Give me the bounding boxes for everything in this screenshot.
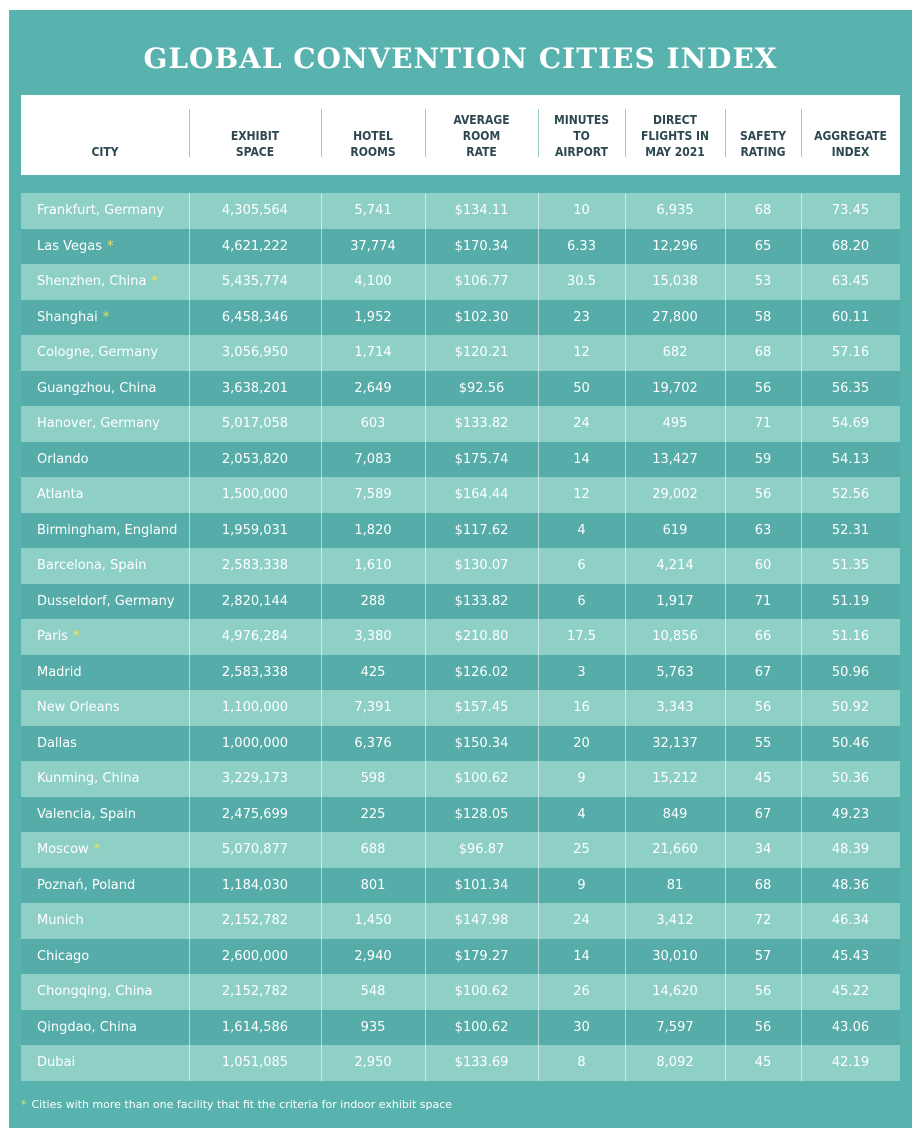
- cell-hotel-rooms: 6,376: [354, 735, 392, 751]
- cell-average-room-rate: $134.11: [454, 203, 509, 218]
- cell-aggregate-index: 54.13: [831, 451, 870, 467]
- cell-safety-rating: 68: [754, 203, 772, 218]
- cell-exhibit-space: 2,583,338: [221, 558, 289, 573]
- city-name: Frankfurt, Germany: [37, 203, 164, 218]
- cell-minutes-to-airport: 12: [573, 345, 590, 360]
- cell-aggregate-index: 51.16: [831, 629, 870, 644]
- cell-city: [21, 335, 189, 371]
- cell-direct-flights: 6,935: [656, 203, 694, 218]
- cell-average-room-rate: $157.45: [454, 700, 509, 715]
- cell-safety-rating: 67: [754, 806, 772, 822]
- cell-city: [21, 300, 189, 336]
- footnote-text: Cities with more than one facility that fit the criteria for indoor exhibit space: [31, 1098, 453, 1111]
- city-name: Paris: [37, 629, 68, 644]
- cell-city: [21, 477, 189, 513]
- table-row: [21, 229, 900, 265]
- cell-minutes-to-airport: 50: [573, 380, 590, 396]
- cell-direct-flights: 27,800: [652, 309, 698, 325]
- cell-average-room-rate: $210.80: [454, 629, 509, 644]
- cell-direct-flights: 849: [662, 806, 688, 822]
- cell-city: [21, 1045, 189, 1081]
- table-row: [21, 655, 900, 691]
- cell-safety-rating: 60: [754, 558, 772, 573]
- cell-safety-rating: 71: [754, 593, 772, 609]
- cell-average-room-rate: $147.98: [454, 913, 509, 928]
- cell-exhibit-space: 4,305,564: [221, 203, 289, 218]
- header-divider: [625, 109, 626, 157]
- cell-average-room-rate: $128.05: [454, 806, 509, 822]
- cell-hotel-rooms: 1,450: [354, 913, 392, 928]
- cell-exhibit-space: 1,184,030: [221, 877, 289, 893]
- cell-safety-rating: 67: [754, 664, 772, 680]
- table-row: [21, 1010, 900, 1046]
- cell-direct-flights: 1,917: [656, 593, 694, 609]
- cell-aggregate-index: 51.35: [831, 558, 870, 573]
- cell-direct-flights: 5,763: [656, 664, 694, 680]
- cell-exhibit-space: 3,229,173: [221, 771, 289, 786]
- cell-average-room-rate: $100.62: [454, 1019, 509, 1035]
- cell-aggregate-index: 45.43: [831, 948, 870, 964]
- cell-minutes-to-airport: 17.5: [567, 629, 596, 644]
- cell-city: [21, 655, 189, 691]
- cell-minutes-to-airport: 14: [573, 451, 590, 467]
- cell-aggregate-index: 50.36: [831, 771, 870, 786]
- cell-minutes-to-airport: 24: [573, 416, 590, 431]
- cell-exhibit-space: 1,959,031: [221, 522, 289, 538]
- cell-exhibit-space: 1,051,085: [221, 1055, 289, 1070]
- table-row: [21, 548, 900, 584]
- cell-hotel-rooms: 2,940: [354, 948, 392, 964]
- cell-direct-flights: 15,038: [652, 274, 698, 289]
- city-name: Chicago: [37, 948, 90, 964]
- table-row: [21, 300, 900, 336]
- cell-city: [21, 903, 189, 939]
- header-divider: [321, 109, 322, 157]
- cell-average-room-rate: $106.77: [454, 274, 509, 289]
- cell-hotel-rooms: 7,589: [354, 487, 392, 502]
- cell-city: [21, 229, 189, 265]
- cell-direct-flights: 3,343: [656, 700, 694, 715]
- multi-facility-star-icon: *: [151, 274, 158, 289]
- multi-facility-star-icon: *: [107, 238, 114, 254]
- cell-hotel-rooms: 1,714: [354, 345, 392, 360]
- cell-minutes-to-airport: 3: [577, 664, 586, 680]
- city-name: Munich: [37, 913, 84, 928]
- city-name: Chongqing, China: [37, 984, 153, 999]
- cell-hotel-rooms: 1,952: [354, 309, 392, 325]
- cell-hotel-rooms: 225: [360, 806, 386, 822]
- city-name: Qingdao, China: [37, 1019, 137, 1035]
- cell-minutes-to-airport: 6.33: [567, 238, 596, 254]
- cell-city: [21, 690, 189, 726]
- cell-safety-rating: 56: [754, 1019, 772, 1035]
- table-row: [21, 726, 900, 762]
- city-name: Barcelona, Spain: [37, 558, 147, 573]
- header-divider: [801, 109, 802, 157]
- cell-city: [21, 974, 189, 1010]
- table-body: [21, 193, 900, 1081]
- city-name: Dallas: [37, 735, 77, 751]
- city-name: Madrid: [37, 664, 82, 680]
- table-row: [21, 264, 900, 300]
- cell-exhibit-space: 1,500,000: [221, 487, 289, 502]
- cell-average-room-rate: $164.44: [454, 487, 509, 502]
- cell-average-room-rate: $170.34: [454, 238, 509, 254]
- cell-exhibit-space: 3,638,201: [221, 380, 289, 396]
- table-row: [21, 690, 900, 726]
- cell-direct-flights: 495: [662, 416, 688, 431]
- cell-average-room-rate: $96.87: [458, 842, 505, 857]
- cell-hotel-rooms: 288: [360, 593, 386, 609]
- cell-safety-rating: 59: [754, 451, 772, 467]
- table-row: [21, 584, 900, 620]
- cell-city: [21, 193, 189, 229]
- cell-exhibit-space: 2,583,338: [221, 664, 289, 680]
- city-name: Dusseldorf, Germany: [37, 593, 175, 609]
- header-hotel-rooms: HOTEL ROOMS: [350, 129, 396, 159]
- cell-minutes-to-airport: 6: [577, 593, 586, 609]
- table-row: [21, 371, 900, 407]
- city-name: Atlanta: [37, 487, 84, 502]
- cell-exhibit-space: 2,820,144: [221, 593, 289, 609]
- city-name: Shenzhen, China: [37, 274, 147, 289]
- cell-aggregate-index: 48.39: [831, 842, 870, 857]
- cell-safety-rating: 58: [754, 309, 772, 325]
- cell-aggregate-index: 60.11: [831, 309, 870, 325]
- cell-hotel-rooms: 2,950: [354, 1055, 392, 1070]
- cell-aggregate-index: 52.31: [831, 522, 870, 538]
- cell-safety-rating: 65: [754, 238, 772, 254]
- cell-minutes-to-airport: 6: [577, 558, 586, 573]
- city-name: Orlando: [37, 451, 89, 467]
- header-city: CITY: [91, 145, 119, 159]
- city-name: Cologne, Germany: [37, 345, 159, 360]
- cell-minutes-to-airport: 20: [573, 735, 590, 751]
- cell-minutes-to-airport: 14: [573, 948, 590, 964]
- cell-exhibit-space: 2,152,782: [221, 984, 289, 999]
- cell-exhibit-space: 1,100,000: [221, 700, 289, 715]
- table-row: [21, 974, 900, 1010]
- cell-city: [21, 264, 189, 300]
- table-row: [21, 939, 900, 975]
- table-row: [21, 193, 900, 229]
- table-row: [21, 797, 900, 833]
- table-header: [21, 95, 900, 175]
- table-row: [21, 832, 900, 868]
- cell-safety-rating: 34: [754, 842, 772, 857]
- cell-hotel-rooms: 598: [360, 771, 386, 786]
- cell-city: [21, 548, 189, 584]
- cell-direct-flights: 32,137: [652, 735, 698, 751]
- cell-city: [21, 442, 189, 478]
- table-row: [21, 619, 900, 655]
- cell-direct-flights: 81: [666, 877, 684, 893]
- cell-minutes-to-airport: 25: [573, 842, 590, 857]
- cell-direct-flights: 19,702: [652, 380, 698, 396]
- cell-exhibit-space: 5,017,058: [221, 416, 289, 431]
- cell-aggregate-index: 46.34: [831, 913, 870, 928]
- cell-safety-rating: 45: [754, 1055, 772, 1070]
- cell-city: [21, 619, 189, 655]
- cell-direct-flights: 619: [662, 522, 688, 538]
- cell-minutes-to-airport: 30.5: [567, 274, 596, 289]
- cell-hotel-rooms: 37,774: [350, 238, 396, 254]
- city-name: Shanghai: [37, 309, 98, 325]
- cell-exhibit-space: 2,600,000: [221, 948, 289, 964]
- cell-aggregate-index: 50.46: [831, 735, 870, 751]
- city-name: Moscow: [37, 842, 89, 857]
- header-safety-rating: SAFETY RATING: [739, 129, 787, 159]
- cell-average-room-rate: $150.34: [454, 735, 509, 751]
- cell-aggregate-index: 50.96: [831, 664, 870, 680]
- cell-average-room-rate: $102.30: [454, 309, 509, 325]
- cell-direct-flights: 21,660: [652, 842, 698, 857]
- header-minutes-to-airport: MINUTES TO AIRPORT: [553, 113, 610, 159]
- header-aggregate-index: AGGREGATE INDEX: [814, 129, 887, 159]
- cell-exhibit-space: 2,053,820: [221, 451, 289, 467]
- cell-direct-flights: 15,212: [652, 771, 698, 786]
- cell-exhibit-space: 6,458,346: [221, 309, 289, 325]
- cell-direct-flights: 29,002: [652, 487, 698, 502]
- cell-city: [21, 797, 189, 833]
- cell-minutes-to-airport: 4: [577, 522, 586, 538]
- cell-hotel-rooms: 425: [360, 664, 386, 680]
- table-row: [21, 442, 900, 478]
- cell-hotel-rooms: 7,083: [354, 451, 392, 467]
- cell-safety-rating: 66: [754, 629, 772, 644]
- cell-safety-rating: 57: [754, 948, 772, 964]
- cell-city: [21, 1010, 189, 1046]
- table-row: [21, 335, 900, 371]
- cell-average-room-rate: $92.56: [458, 380, 505, 396]
- cell-safety-rating: 56: [754, 700, 772, 715]
- cell-aggregate-index: 52.56: [831, 487, 870, 502]
- multi-facility-star-icon: *: [72, 629, 80, 644]
- header-divider: [725, 109, 726, 157]
- cell-exhibit-space: 2,152,782: [221, 913, 289, 928]
- cell-minutes-to-airport: 26: [573, 984, 590, 999]
- cell-hotel-rooms: 1,820: [354, 522, 392, 538]
- cell-city: [21, 584, 189, 620]
- cell-aggregate-index: 63.45: [831, 274, 870, 289]
- city-name: Valencia, Spain: [37, 806, 137, 822]
- cell-minutes-to-airport: 30: [573, 1019, 590, 1035]
- cell-average-room-rate: $126.02: [454, 664, 509, 680]
- cell-minutes-to-airport: 23: [573, 309, 590, 325]
- cell-minutes-to-airport: 10: [573, 203, 590, 218]
- cell-aggregate-index: 51.19: [831, 593, 870, 609]
- page-title: GLOBAL CONVENTION CITIES INDEX: [143, 42, 778, 75]
- index-panel: [9, 10, 912, 1128]
- cell-aggregate-index: 48.36: [831, 877, 870, 893]
- city-name: Birmingham, England: [37, 522, 178, 538]
- cell-exhibit-space: 3,056,950: [221, 345, 289, 360]
- multi-facility-star-icon: *: [93, 842, 101, 857]
- cell-direct-flights: 682: [662, 345, 688, 360]
- cell-aggregate-index: 50.92: [831, 700, 870, 715]
- cell-direct-flights: 8,092: [656, 1055, 694, 1070]
- cell-city: [21, 371, 189, 407]
- cell-hotel-rooms: 5,741: [354, 203, 392, 218]
- cell-city: [21, 726, 189, 762]
- cell-safety-rating: 63: [754, 522, 772, 538]
- cell-aggregate-index: 49.23: [831, 806, 870, 822]
- cell-safety-rating: 68: [754, 345, 772, 360]
- cell-aggregate-index: 42.19: [831, 1055, 870, 1070]
- cell-hotel-rooms: 4,100: [354, 274, 392, 289]
- header-average-room-rate: AVERAGE ROOM RATE: [453, 113, 510, 159]
- city-name: Poznań, Poland: [37, 877, 136, 893]
- cell-aggregate-index: 43.06: [831, 1019, 870, 1035]
- cell-hotel-rooms: 7,391: [354, 700, 392, 715]
- cell-aggregate-index: 56.35: [831, 380, 870, 396]
- header-divider: [189, 109, 190, 157]
- table-row: [21, 513, 900, 549]
- cell-minutes-to-airport: 4: [577, 806, 586, 822]
- table-row: [21, 1045, 900, 1081]
- cell-safety-rating: 45: [754, 771, 772, 786]
- cell-exhibit-space: 1,000,000: [221, 735, 289, 751]
- table-row: [21, 903, 900, 939]
- multi-facility-star-icon: *: [102, 309, 110, 325]
- cell-average-room-rate: $117.62: [454, 522, 509, 538]
- city-name: Las Vegas: [37, 238, 102, 254]
- cell-exhibit-space: 5,070,877: [221, 842, 289, 857]
- city-name: Dubai: [37, 1055, 76, 1070]
- header-divider: [425, 109, 426, 157]
- cell-direct-flights: 30,010: [652, 948, 698, 964]
- cell-safety-rating: 68: [754, 877, 772, 893]
- cell-aggregate-index: 73.45: [831, 203, 870, 218]
- header-direct-flights: DIRECT FLIGHTS IN MAY 2021: [640, 113, 710, 159]
- table-row: [21, 868, 900, 904]
- cell-hotel-rooms: 935: [360, 1019, 386, 1035]
- cell-aggregate-index: 54.69: [831, 416, 870, 431]
- cell-safety-rating: 56: [754, 380, 772, 396]
- cell-exhibit-space: 4,621,222: [221, 238, 289, 254]
- cell-hotel-rooms: 2,649: [354, 380, 392, 396]
- cell-hotel-rooms: 801: [360, 877, 386, 893]
- cell-exhibit-space: 2,475,699: [221, 806, 289, 822]
- cell-aggregate-index: 57.16: [831, 345, 870, 360]
- cell-safety-rating: 53: [754, 274, 772, 289]
- cell-aggregate-index: 45.22: [831, 984, 870, 999]
- cell-average-room-rate: $100.62: [454, 984, 509, 999]
- cell-average-room-rate: $133.69: [454, 1055, 509, 1070]
- table-row: [21, 477, 900, 513]
- cell-minutes-to-airport: 12: [573, 487, 590, 502]
- cell-average-room-rate: $130.07: [454, 558, 509, 573]
- cell-average-room-rate: $175.74: [454, 451, 509, 467]
- cell-hotel-rooms: 603: [360, 416, 386, 431]
- header-divider: [538, 109, 539, 157]
- footnote-star-icon: *: [21, 1098, 27, 1111]
- cell-direct-flights: 13,427: [652, 451, 698, 467]
- cell-direct-flights: 7,597: [656, 1019, 694, 1035]
- cell-average-room-rate: $101.34: [454, 877, 509, 893]
- table-row: [21, 761, 900, 797]
- cell-exhibit-space: 1,614,586: [221, 1019, 289, 1035]
- cell-direct-flights: 14,620: [652, 984, 698, 999]
- header-exhibit-space: EXHIBIT SPACE: [230, 129, 280, 159]
- cell-hotel-rooms: 548: [360, 984, 386, 999]
- cell-exhibit-space: 4,976,284: [221, 629, 289, 644]
- cell-city: [21, 939, 189, 975]
- cell-safety-rating: 56: [754, 487, 772, 502]
- cell-hotel-rooms: 1,610: [354, 558, 392, 573]
- city-name: New Orleans: [37, 700, 120, 715]
- cell-minutes-to-airport: 16: [573, 700, 590, 715]
- table-row: [21, 406, 900, 442]
- cell-city: [21, 761, 189, 797]
- cell-hotel-rooms: 688: [360, 842, 386, 857]
- cell-average-room-rate: $133.82: [454, 416, 509, 431]
- cell-city: [21, 868, 189, 904]
- cell-safety-rating: 71: [754, 416, 772, 431]
- cell-minutes-to-airport: 9: [577, 771, 586, 786]
- footnote: [21, 1098, 452, 1111]
- city-name: Guangzhou, China: [37, 380, 157, 396]
- cell-city: [21, 406, 189, 442]
- city-name: Hanover, Germany: [37, 416, 160, 431]
- cell-average-room-rate: $133.82: [454, 593, 509, 609]
- cell-direct-flights: 3,412: [656, 913, 694, 928]
- cell-average-room-rate: $120.21: [454, 345, 509, 360]
- cell-city: [21, 513, 189, 549]
- cell-hotel-rooms: 3,380: [354, 629, 392, 644]
- cell-minutes-to-airport: 24: [573, 913, 590, 928]
- cell-direct-flights: 10,856: [652, 629, 698, 644]
- cell-average-room-rate: $179.27: [454, 948, 509, 964]
- cell-exhibit-space: 5,435,774: [221, 274, 289, 289]
- cell-average-room-rate: $100.62: [454, 771, 509, 786]
- cell-safety-rating: 55: [754, 735, 772, 751]
- cell-aggregate-index: 68.20: [831, 238, 870, 254]
- cell-direct-flights: 4,214: [656, 558, 694, 573]
- cell-safety-rating: 72: [754, 913, 772, 928]
- cell-minutes-to-airport: 9: [577, 877, 586, 893]
- cell-direct-flights: 12,296: [652, 238, 698, 254]
- city-name: Kunming, China: [37, 771, 140, 786]
- cell-minutes-to-airport: 8: [577, 1055, 586, 1070]
- cell-city: [21, 832, 189, 868]
- cell-safety-rating: 56: [754, 984, 772, 999]
